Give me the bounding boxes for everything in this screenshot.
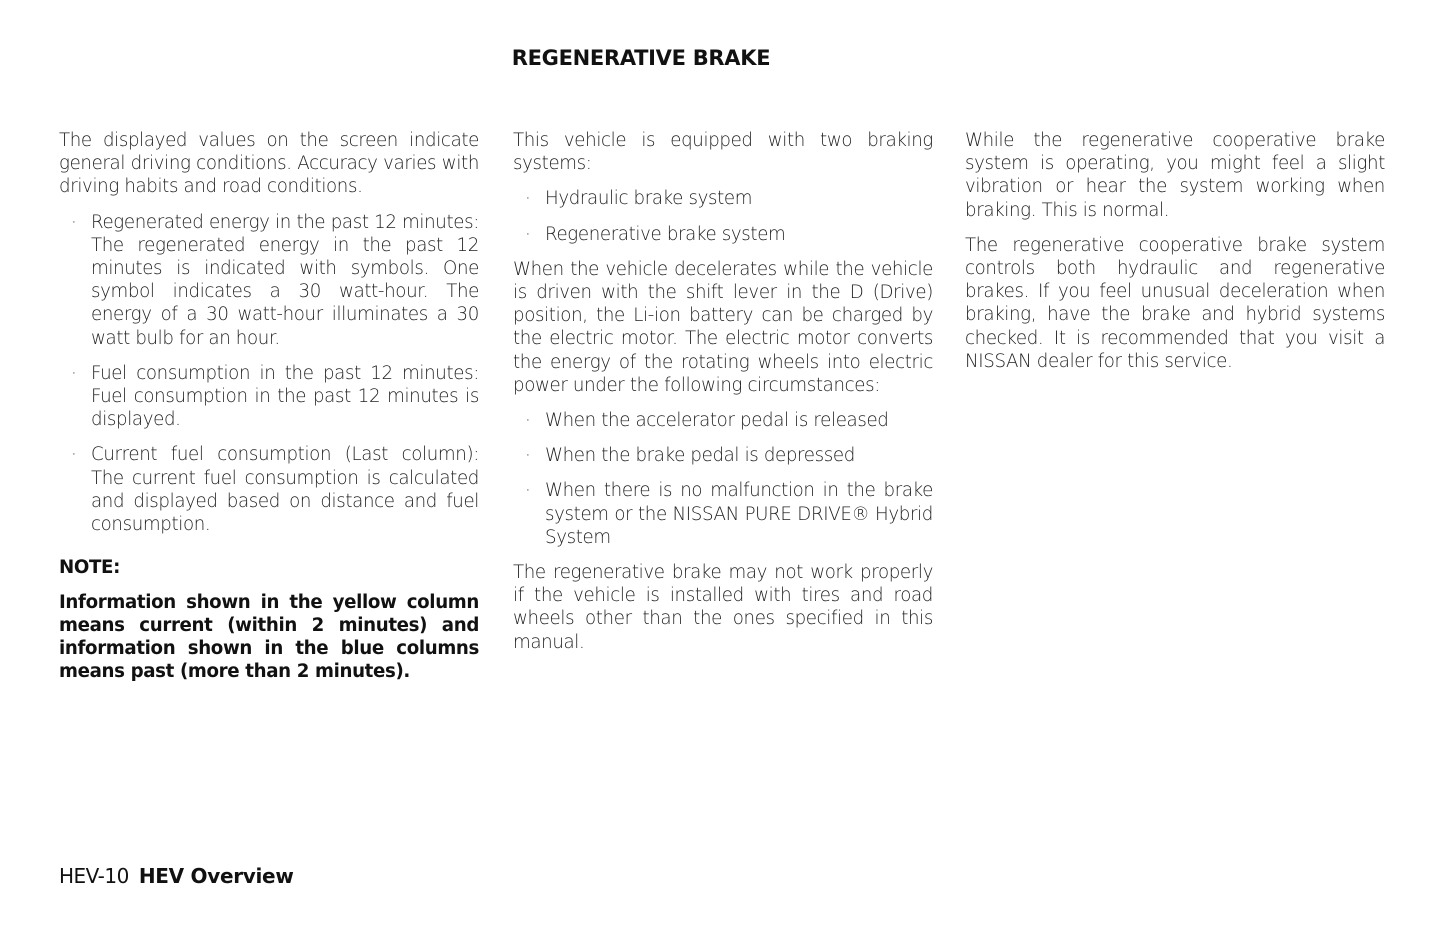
note-body: Information shown in the yellow column means current (within 2 minutes) and information shown in the blue columns means past (more than 2 minutes). <box>59 592 479 683</box>
bullet-icon: · <box>71 444 77 466</box>
column-3 <box>965 129 1385 385</box>
list-item-text: When there is no malfunction in the brake system or the NISSAN PURE DRIVE® Hybrid System <box>545 480 933 548</box>
bullet-icon: · <box>525 480 531 502</box>
bullet-icon: · <box>525 410 531 432</box>
column-1 <box>59 129 479 683</box>
tires-warning-paragraph: The regenerative brake may not work properly if the vehicle is installed with tires and road wheels other than the ones specified in this manual. <box>513 562 933 653</box>
section-title: REGENERATIVE BRAKE <box>511 46 771 70</box>
list-item-text: Current fuel consumption (Last column): The current fuel consumption is calculated and displayed based on distance and fuel consumption. <box>91 444 479 536</box>
list-item <box>513 409 933 432</box>
list-item-text: When the brake pedal is depressed <box>545 445 855 467</box>
list-item <box>59 362 479 432</box>
bullet-icon: · <box>71 211 77 233</box>
note-title: NOTE: <box>59 557 121 579</box>
list-item <box>513 479 933 549</box>
display-values-list <box>59 211 479 537</box>
bullet-icon: · <box>525 223 531 245</box>
list-item-text: Regenerated energy in the past 12 minutes: The regenerated energy in the past 12 minutes is indicated with symbols. One symbol indicates a 30 watt-hour. The energy of a 30 watt-hour illuminates a 30 watt bulb for an hour. <box>91 211 479 349</box>
bullet-icon: · <box>525 445 531 467</box>
page-number: HEV-10 <box>59 864 129 888</box>
display-intro-paragraph: The displayed values on the screen indicate general driving conditions. Accuracy varies with driving habits and road conditions. <box>59 130 479 198</box>
list-item <box>513 187 933 210</box>
list-item-text: Regenerative brake system <box>545 223 786 245</box>
list-item <box>59 211 479 350</box>
list-item-text: Hydraulic brake system <box>545 188 753 210</box>
page-footer <box>59 864 294 888</box>
cooperative-brake-paragraph: The regenerative cooperative brake system controls both hydraulic and regenerative brakes. If you feel unusual deceleration when braking, have the brake and hybrid systems checked. It is recommended that you visit a NISSAN dealer for this service. <box>965 234 1385 372</box>
circumstances-list <box>513 409 933 549</box>
list-item-text: Fuel consumption in the past 12 minutes: Fuel consumption in the past 12 minutes is displayed. <box>91 362 479 431</box>
bullet-icon: · <box>525 188 531 210</box>
braking-systems-list <box>513 187 933 245</box>
vibration-paragraph: While the regenerative cooperative brake system is operating, you might feel a slight vibration or hear the system working when braking. This is normal. <box>965 130 1385 221</box>
list-item-text: When the accelerator pedal is released <box>545 410 889 432</box>
list-item <box>513 223 933 246</box>
deceleration-paragraph: When the vehicle decelerates while the vehicle is driven with the shift lever in the D (Drive) position, the Li-ion battery can be charged by the electric motor. The electric motor converts the energy of the rotating wheels into electric power under the following circumstances: <box>513 258 933 396</box>
bullet-icon: · <box>71 362 77 384</box>
column-2 <box>513 129 933 666</box>
list-item <box>59 443 479 536</box>
braking-systems-intro: This vehicle is equipped with two braking systems: <box>513 130 933 175</box>
list-item <box>513 444 933 467</box>
chapter-title: HEV Overview <box>138 864 294 888</box>
